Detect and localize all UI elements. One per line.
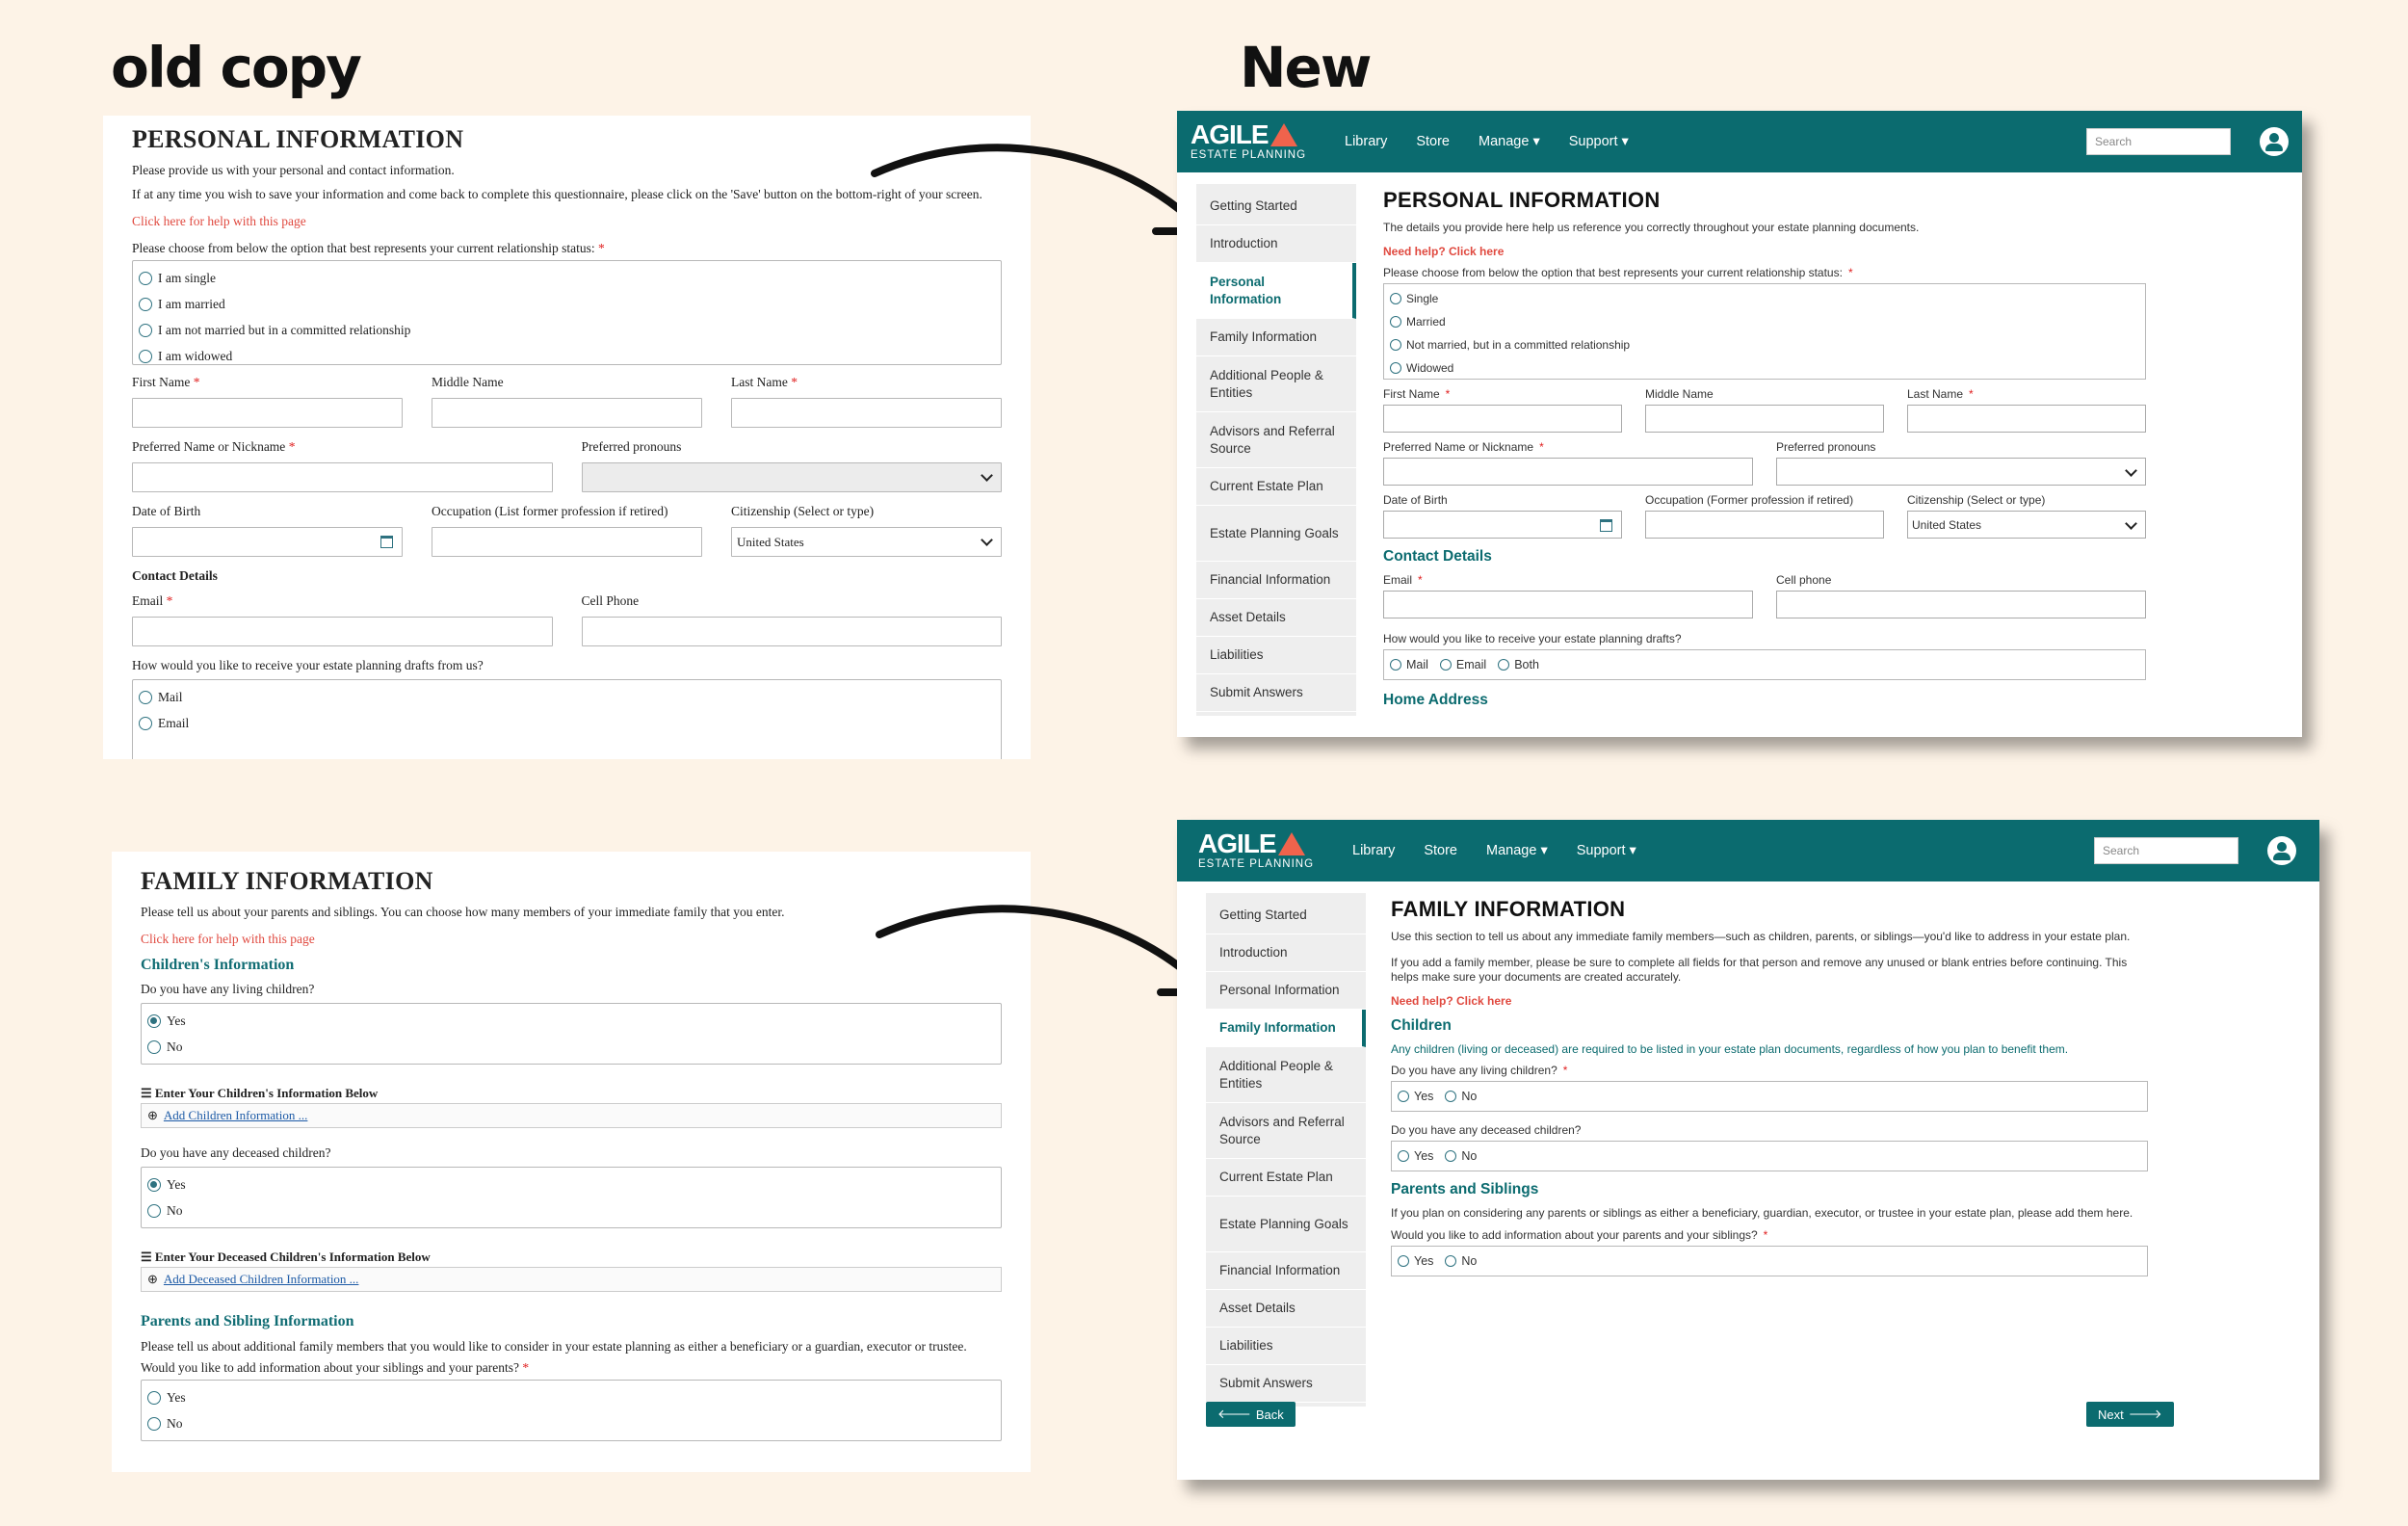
- living-question: Do you have any living children?: [141, 982, 315, 996]
- email-input[interactable]: [132, 617, 553, 646]
- pronouns-label: Preferred pronouns: [581, 439, 682, 454]
- old-copy-heading: old copy: [111, 35, 360, 100]
- top-nav: [1177, 111, 2302, 172]
- sidebar-item[interactable]: Asset Details: [1206, 1290, 1366, 1328]
- children-heading: Children: [1391, 1017, 1452, 1034]
- nav-library[interactable]: Library: [1345, 134, 1388, 149]
- last-name-input[interactable]: [731, 398, 1002, 428]
- parents-heading: Parents and Siblings: [1391, 1181, 1539, 1197]
- user-avatar-icon[interactable]: [2267, 836, 2296, 865]
- parents-heading: Parents and Sibling Information: [141, 1313, 354, 1329]
- nav-manage[interactable]: Manage ▾: [1486, 843, 1548, 858]
- occupation-label: Occupation (List former profession if retired): [432, 504, 668, 518]
- no-option[interactable]: No: [1445, 1144, 1477, 1168]
- sidebar-item[interactable]: Estate Planning Goals: [1196, 506, 1356, 562]
- old-family-panel: [112, 852, 1031, 1472]
- sidebar: [1196, 184, 1356, 716]
- middle-name-label: Middle Name: [432, 375, 504, 389]
- main-content: PERSONAL INFORMATION The details you provide here help us reference you correctly throughout your estate planning documents. Need help? Click here Please choose from below the option that best represents your current relationship status: * Single Married Not married, but in a committed relationship Widowed First Name * Middle Name Last Name * Preferred Name or Nickname * Preferred pronouns Date of Birth Occupation (Former profession if retired) Citizenship (Select or type) United States Contact Details Email * Cell phone How would you like to receive your estate planning drafts? Mail Email Both Home Address: [1383, 188, 2146, 709]
- occupation-input[interactable]: [1645, 511, 1884, 539]
- contact-heading: Contact Details: [1383, 548, 1492, 565]
- living-options: [1391, 1081, 2148, 1112]
- citizenship-label: Citizenship (Select or type): [731, 504, 875, 518]
- yes-option[interactable]: Yes: [1398, 1250, 1433, 1273]
- last-name-label: Last Name: [731, 375, 788, 389]
- page-title: FAMILY INFORMATION: [1391, 897, 1626, 921]
- page-title: PERSONAL INFORMATION: [132, 125, 464, 153]
- deceased-question: Do you have any deceased children?: [1391, 1123, 1582, 1137]
- deceased-options: [1391, 1141, 2148, 1171]
- first-name-label: First Name: [1383, 387, 1440, 401]
- parents-options: [141, 1380, 1002, 1441]
- sidebar-item[interactable]: Asset Details: [1196, 599, 1356, 637]
- add-children-link[interactable]: Add Children Information ...: [163, 1108, 308, 1122]
- page-title: PERSONAL INFORMATION: [1383, 188, 1661, 212]
- help-link[interactable]: Need help? Click here: [1383, 245, 1505, 258]
- status-option[interactable]: I am widowed: [139, 343, 995, 369]
- drafts-option[interactable]: Both: [1498, 653, 1539, 676]
- sidebar-item[interactable]: Advisors and Referral Source: [1196, 412, 1356, 468]
- list-icon: ☰: [141, 1086, 152, 1100]
- status-question: Please choose from below the option that best represents your current relationship status: *: [1383, 266, 1853, 279]
- sidebar-item[interactable]: Liabilities: [1196, 637, 1356, 674]
- status-option[interactable]: Not married, but in a committed relationship: [1390, 333, 2139, 356]
- chevron-down-icon: [981, 469, 993, 482]
- first-name-label: First Name: [132, 375, 191, 389]
- yes-option[interactable]: Yes: [147, 1008, 995, 1034]
- calendar-icon[interactable]: [1600, 519, 1612, 532]
- new-family-panel: [1177, 820, 2319, 1480]
- plus-circle-icon: ⊕: [147, 1108, 158, 1122]
- last-name-input[interactable]: [1907, 405, 2146, 433]
- intro-text: Please provide us with your personal and contact information.: [132, 163, 455, 177]
- living-question: Do you have any living children? *: [1391, 1064, 1568, 1077]
- nav-store[interactable]: Store: [1424, 843, 1458, 858]
- deceased-options: [141, 1167, 1002, 1228]
- last-name-label: Last Name: [1907, 387, 1964, 401]
- yes-option[interactable]: Yes: [147, 1171, 995, 1197]
- no-option[interactable]: No: [147, 1197, 995, 1223]
- dob-label: Date of Birth: [1383, 493, 1448, 507]
- user-avatar-icon[interactable]: [2260, 127, 2289, 156]
- status-options: [132, 260, 1002, 365]
- email-label: Email: [1383, 573, 1413, 587]
- arrow-right-icon: 🡒: [2128, 1407, 2162, 1421]
- sidebar-item-active[interactable]: Personal Information: [1196, 263, 1356, 319]
- living-options: [141, 1003, 1002, 1065]
- help-link[interactable]: Need help? Click here: [1391, 994, 1512, 1008]
- nickname-input[interactable]: [1383, 458, 1753, 486]
- drafts-option[interactable]: Mail: [1390, 653, 1428, 676]
- sidebar-item[interactable]: Introduction: [1206, 934, 1366, 972]
- drafts-option[interactable]: Mail: [139, 684, 995, 710]
- status-option[interactable]: I am single: [139, 265, 995, 291]
- no-option[interactable]: No: [1445, 1250, 1477, 1273]
- note-text: If you add a family member, please be sure to complete all fields for that person and remove any unused or blank entries before continuing. This helps make sure your documents are created accurately.: [1391, 956, 2128, 984]
- drafts-question: How would you like to receive your estate planning drafts?: [1383, 632, 1682, 645]
- chevron-down-icon: [2125, 517, 2137, 530]
- intro-text: The details you provide here help us reference you correctly throughout your estate planning documents.: [1383, 221, 1920, 234]
- drafts-options: [132, 679, 1002, 759]
- back-button[interactable]: 🡐 Back: [1206, 1402, 1296, 1427]
- main-content: [1391, 897, 2148, 1276]
- nav-support[interactable]: Support ▾: [1576, 843, 1636, 858]
- status-option[interactable]: I am married: [139, 291, 995, 317]
- logo[interactable]: AGILE ESTATE PLANNING: [1198, 829, 1315, 871]
- cell-label: Cell Phone: [581, 593, 640, 608]
- cell-input[interactable]: [582, 617, 1003, 646]
- status-question: Please choose from below the option that best represents your current relationship status: *: [132, 241, 605, 255]
- arrow-left-icon: 🡐: [1217, 1407, 1251, 1421]
- help-link[interactable]: Click here for help with this page: [132, 214, 306, 228]
- status-option[interactable]: I am not married but in a committed relationship: [139, 317, 995, 343]
- first-name-input[interactable]: [1383, 405, 1622, 433]
- sidebar-item[interactable]: Getting Started: [1206, 897, 1366, 934]
- sidebar-item[interactable]: Introduction: [1196, 225, 1356, 263]
- occupation-label: Occupation (Former profession if retired): [1645, 493, 1854, 507]
- sidebar-item[interactable]: Personal Information: [1206, 972, 1366, 1010]
- enter-deceased-heading: ☰ Enter Your Deceased Children's Information Below: [141, 1250, 431, 1264]
- occupation-input[interactable]: [432, 527, 702, 557]
- dob-label: Date of Birth: [132, 504, 201, 518]
- parents-question: Would you like to add information about your siblings and your parents? *: [141, 1360, 530, 1375]
- add-deceased-link[interactable]: Add Deceased Children Information ...: [163, 1272, 359, 1286]
- yes-option[interactable]: Yes: [1398, 1085, 1433, 1108]
- next-button[interactable]: Next 🡒: [2086, 1402, 2174, 1427]
- no-option[interactable]: No: [147, 1034, 995, 1060]
- save-note: If at any time you wish to save your information and come back to complete this questionnaire, please click on the 'Save' button on the bottom-right of your screen.: [132, 187, 982, 201]
- top-nav: [1177, 820, 2319, 881]
- citizenship-select[interactable]: United States: [731, 527, 1002, 557]
- first-name-input[interactable]: [132, 398, 403, 428]
- nav-store[interactable]: Store: [1416, 134, 1451, 149]
- nickname-input[interactable]: [132, 462, 553, 492]
- yes-option[interactable]: Yes: [147, 1384, 995, 1410]
- middle-name-input[interactable]: [1645, 405, 1884, 433]
- pronouns-select[interactable]: [582, 462, 1003, 492]
- email-label: Email: [132, 593, 164, 608]
- parents-text: Please tell us about additional family members that you would like to consider in your estate planning as either a beneficiary or a guardian, executor or trustee.: [141, 1339, 967, 1354]
- pronouns-select[interactable]: [1776, 458, 2146, 486]
- nav-library[interactable]: Library: [1352, 843, 1396, 858]
- sidebar-item[interactable]: Additional People & Entities: [1206, 1047, 1366, 1103]
- logo[interactable]: AGILE ESTATE PLANNING: [1191, 119, 1307, 162]
- deceased-question: Do you have any deceased children?: [141, 1145, 331, 1160]
- search-input[interactable]: Search: [2094, 837, 2238, 864]
- sidebar-item-active[interactable]: Family Information: [1206, 1010, 1366, 1047]
- enter-children-heading: ☰ Enter Your Children's Information Below: [141, 1086, 379, 1100]
- cell-label: Cell phone: [1776, 573, 1832, 587]
- no-option[interactable]: No: [1445, 1085, 1477, 1108]
- sidebar: [1206, 893, 1366, 1407]
- sidebar-item[interactable]: Financial Information: [1206, 1252, 1366, 1290]
- sidebar-item[interactable]: Getting Started: [1196, 188, 1356, 225]
- sidebar-item[interactable]: Additional People & Entities: [1196, 356, 1356, 412]
- search-input[interactable]: Search: [2086, 128, 2231, 155]
- intro-text: Use this section to tell us about any immediate family members—such as children, parents, or siblings—you'd like to address in your estate plan.: [1391, 930, 2131, 943]
- cell-input[interactable]: [1776, 591, 2146, 618]
- drafts-option[interactable]: Email: [139, 710, 995, 736]
- drafts-options: [1383, 649, 2146, 680]
- parents-question: Would you like to add information about your parents and your siblings? *: [1391, 1228, 1768, 1242]
- sidebar-item[interactable]: Submit Answers: [1196, 674, 1356, 712]
- page-title: FAMILY INFORMATION: [141, 867, 433, 895]
- yes-option[interactable]: Yes: [1398, 1144, 1433, 1168]
- home-address-heading: Home Address: [1383, 692, 1488, 708]
- sidebar-item[interactable]: Financial Information: [1196, 562, 1356, 599]
- chevron-down-icon: [2125, 464, 2137, 477]
- list-icon: ☰: [141, 1250, 152, 1264]
- new-heading: New: [1240, 35, 1371, 100]
- add-children-bar[interactable]: [141, 1103, 1002, 1128]
- calendar-icon[interactable]: [380, 536, 393, 548]
- email-input[interactable]: [1383, 591, 1753, 618]
- parents-text: If you plan on considering any parents or siblings as either a beneficiary, guardian, executor, or trustee in your estate plan, please add them here.: [1391, 1206, 2133, 1220]
- parents-options: [1391, 1246, 2148, 1276]
- nickname-label: Preferred Name or Nickname: [1383, 440, 1534, 454]
- chevron-down-icon: [981, 534, 993, 546]
- middle-name-input[interactable]: [432, 398, 702, 428]
- help-link[interactable]: Click here for help with this page: [141, 932, 315, 946]
- no-option[interactable]: No: [147, 1410, 995, 1436]
- sidebar-item[interactable]: Family Information: [1196, 319, 1356, 356]
- children-heading: Children's Information: [141, 957, 295, 973]
- nav-manage[interactable]: Manage ▾: [1479, 134, 1540, 149]
- status-option[interactable]: Widowed: [1390, 356, 2139, 380]
- citizenship-select[interactable]: United States: [1907, 511, 2146, 539]
- sidebar-item[interactable]: Advisors and Referral Source: [1206, 1103, 1366, 1159]
- sidebar-item[interactable]: Submit Answers: [1206, 1365, 1366, 1403]
- sidebar-item[interactable]: Estate Planning Goals: [1206, 1197, 1366, 1252]
- nickname-label: Preferred Name or Nickname: [132, 439, 286, 454]
- nav-support[interactable]: Support ▾: [1568, 134, 1629, 149]
- drafts-option[interactable]: Email: [1440, 653, 1486, 676]
- sidebar-item[interactable]: Liabilities: [1206, 1328, 1366, 1365]
- new-personal-panel: [1177, 111, 2302, 737]
- status-options: [1383, 283, 2146, 380]
- plus-circle-icon: ⊕: [147, 1272, 158, 1286]
- pronouns-label: Preferred pronouns: [1776, 440, 1876, 454]
- middle-name-label: Middle Name: [1645, 387, 1714, 401]
- dob-input[interactable]: [1383, 511, 1622, 539]
- sidebar-item[interactable]: Current Estate Plan: [1206, 1159, 1366, 1197]
- old-personal-panel: PERSONAL INFORMATION Please provide us with your personal and contact information. If at any time you wish to save your information and come back to complete this questionnaire, please click on the 'Save' button on the bottom-right of your screen. Click here for help with this page Please choose from below the option that best represents your current relationship status: * I am single I am married I am not married but in a committed relationship I am widowed First Name * Middle Name Last Name * Preferred Name or Nickname * Preferred pronouns Date of Birth Occupation (List former profession if retired) Citizenship (Select or type) United States Contact Details Email * Cell Phone How would you like to receive your estate planning drafts from us? Mail Email: [103, 116, 1031, 759]
- status-option[interactable]: Married: [1390, 310, 2139, 333]
- children-note: Any children (living or deceased) are required to be listed in your estate plan documents, regardless of how you plan to benefit them.: [1391, 1042, 2069, 1056]
- intro-text: Please tell us about your parents and siblings. You can choose how many members of your immediate family that you enter.: [141, 905, 785, 919]
- dob-input[interactable]: [132, 527, 403, 557]
- add-deceased-bar[interactable]: [141, 1267, 1002, 1292]
- contact-heading: Contact Details: [132, 568, 218, 583]
- citizenship-label: Citizenship (Select or type): [1907, 493, 2046, 507]
- status-option[interactable]: Single: [1390, 287, 2139, 310]
- drafts-question: How would you like to receive your estate planning drafts from us?: [132, 658, 484, 672]
- sidebar-item[interactable]: Current Estate Plan: [1196, 468, 1356, 506]
